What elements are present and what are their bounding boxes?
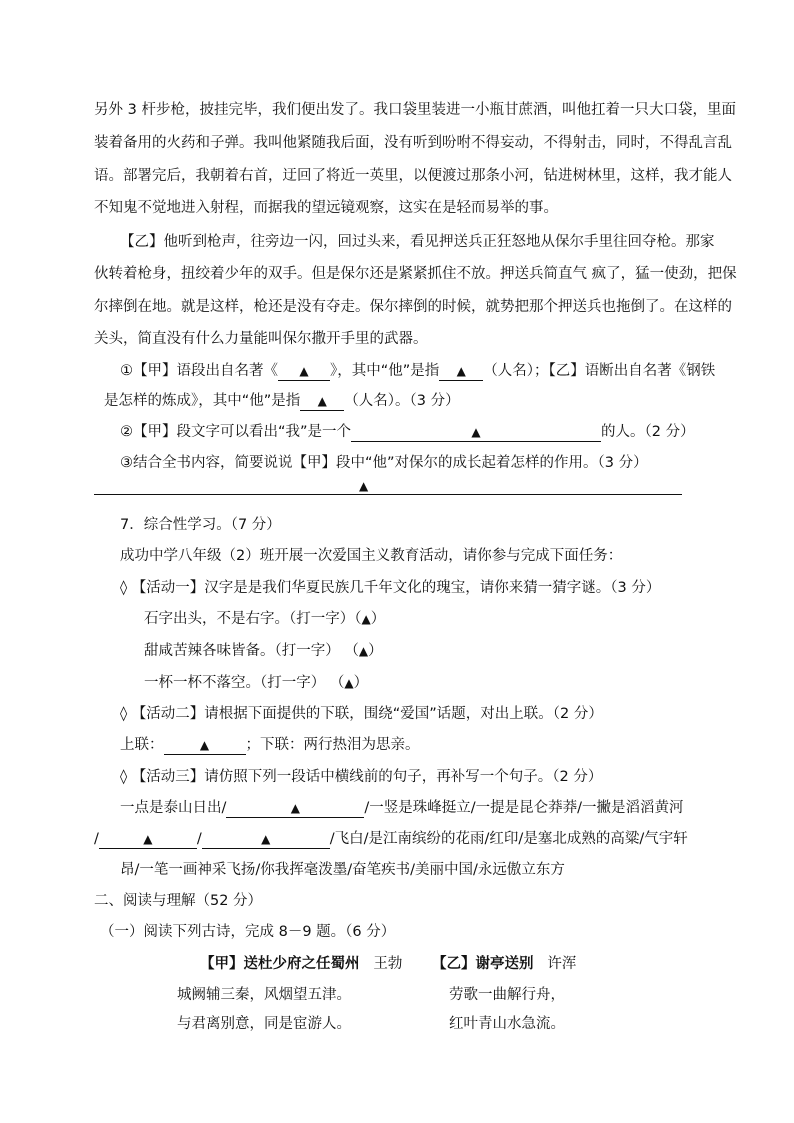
passage-line: 装着备用的火药和子弹。我叫他紧随我后面，没有听到吩咐不得妄动，不得射击，同时，不得乱言乱 [94,135,732,151]
passage-line: 不知鬼不觉地进入射程，而据我的望远镜观察，这实在是轻而易举的事。 [94,200,558,216]
question-7-heading: 7．综合性学习。（7 分） [120,517,281,533]
answer-blank[interactable]: ▲ [300,393,344,411]
answer-blank[interactable]: ▲ [202,831,330,849]
answer-blank[interactable]: ▲ [351,424,601,442]
riddle-1: 石字出头，不是右字。（打一字）（▲） [144,611,386,627]
couplet-line: 上联： ▲ ；下联：两行热泪为思亲。 [120,737,420,753]
passage-line: 语。部署完后，我朝着右首，迂回了将近一英里，以便渡过那条小河，钻进树林里，这样，我才能人 [94,168,732,184]
passage-line: 另外 3 杆步枪，披挂完毕，我们便出发了。我口袋里装进一小瓶甘蔗酒，叫他扛着一只大口袋，里面 [94,102,736,118]
question-2: ②【甲】段文字可以看出“我”是一个 ▲ 的人。（2 分） [120,424,695,440]
imitation-line-3: 昂/一笔一画神采飞扬/你我挥毫泼墨/奋笔疾书/美丽中国/永远傲立东方 [120,862,565,878]
question-1-line-1: ①【甲】语段出自名著《 ▲ 》，其中“他”是指 ▲ （人名）；【乙】语断出自名著《钢铁 [120,363,716,379]
activity-intro: 成功中学八年级（2）班开展一次爱国主义教育活动，请你参与完成下面任务： [120,548,623,564]
riddle-3: 一杯一杯不落空。（打一字） （▲） [144,675,369,691]
question-3: ③结合全书内容，简要说说【甲】段中“他”对保尔的成长起着怎样的作用。（3 分） [120,455,648,471]
poem-b-line: 红叶青山水急流。 [449,1016,565,1032]
riddle-2: 甜咸苦辣各味皆备。（打一字） （▲） [144,643,383,659]
passage-line: 伙转着枪身，扭绞着少年的双手。但是保尔还是紧紧抓住不放。押送兵简直气 疯了，猛一使劲，把保 [94,266,737,282]
answer-mark: ▲ [359,479,369,493]
poem-b-line: 劳歌一曲解行舟， [449,987,565,1003]
answer-blank[interactable]: ▲ [226,800,364,818]
passage-line: 关头，简直没有什么力量能叫保尔撒开手里的武器。 [94,331,428,347]
answer-line[interactable] [94,494,682,495]
answer-blank[interactable]: ▲ [439,363,483,381]
answer-mark[interactable]: ▲ [358,644,369,658]
answer-mark[interactable]: ▲ [361,612,371,626]
question-1-line-2: 是怎样的炼成》，其中“他”是指 ▲ （人名）。（3 分） [104,393,460,409]
poem-a-heading: 【甲】送杜少府之任蜀州 王勃 [200,956,403,972]
section-2-heading: 二、阅读与理解（52 分） [94,893,263,909]
activity-2: ◊ 【活动二】请根据下面提供的下联，围绕“爱国”话题，对出上联。（2 分） [120,706,603,722]
answer-blank[interactable]: ▲ [278,363,330,381]
poem-b-heading: 【乙】谢亭送别 许浑 [432,956,577,972]
passage-line: 【乙】他听到枪声，往旁边一闪，回过头来，看见押送兵正狂怒地从保尔手里往回夺枪。那家 [120,234,715,250]
poem-a-line: 城阙辅三秦，风烟望五津。 [177,987,351,1003]
passage-line: 尔摔倒在地。就是这样，枪还是没有夺走。保尔摔倒的时候，就势把那个押送兵也拖倒了。在这样的 [94,299,732,315]
activity-1: ◊ 【活动一】汉字是是我们华夏民族几千年文化的瑰宝，请你来猜一猜字谜。（3 分） [120,580,661,596]
activity-3: ◊ 【活动三】请仿照下列一段话中横线前的句子，再补写一个句子。（2 分） [120,769,603,785]
poem-a-line: 与君离别意，同是宦游人。 [177,1016,351,1032]
answer-blank[interactable]: ▲ [99,831,197,849]
imitation-line-2: / ▲ / ▲ /飞白/是江南缤纷的花雨/红印/是塞北成熟的高粱/气宇轩 [94,831,688,847]
imitation-line-1: 一点是泰山日出/ ▲ /一竖是珠峰挺立/一提是昆仑莽莽/一撇是滔滔黄河 [120,800,684,816]
answer-blank[interactable]: ▲ [164,737,246,755]
answer-mark[interactable]: ▲ [344,676,354,690]
section-2-1-heading: （一）阅读下列古诗，完成 8－9 题。（6 分） [100,924,396,940]
